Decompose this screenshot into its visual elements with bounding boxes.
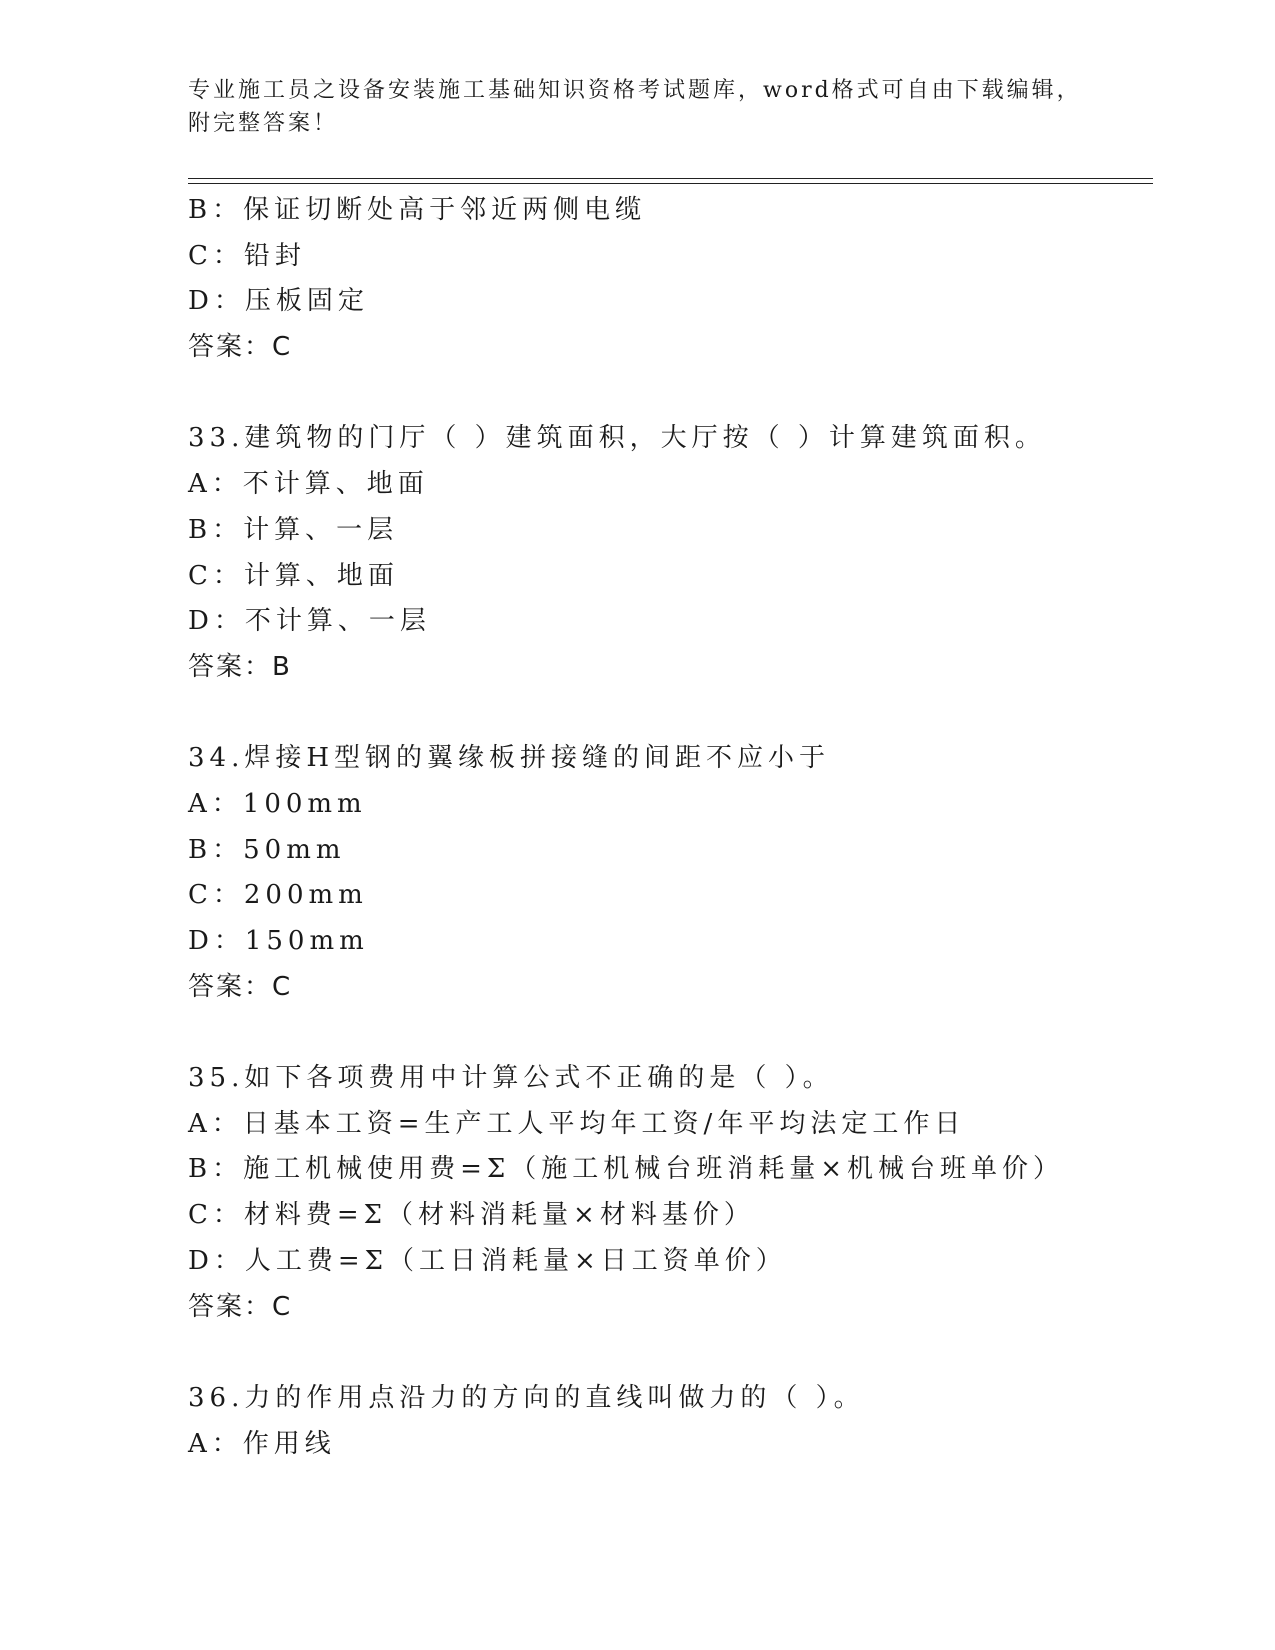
answer-line: 答案：C	[188, 332, 293, 363]
option-a: A：不计算、地面	[188, 469, 429, 500]
option-d: D：人工费=Σ（工日消耗量×日工资单价）	[188, 1245, 787, 1276]
header-line-2: 附完整答案！	[188, 111, 339, 136]
option-a: A：100mm	[188, 788, 367, 819]
option-d: D：压板固定	[188, 286, 369, 317]
option-d: D：不计算、一层	[188, 606, 431, 637]
spacer	[188, 691, 1148, 737]
option-b: B：保证切断处高于邻近两侧电缆	[188, 195, 647, 225]
question-list	[188, 188, 1148, 1467]
option-a: A：作用线	[188, 1428, 336, 1459]
question-36: 36.力的作用点沿力的方向的直线叫做力的（ ）。	[188, 1382, 865, 1413]
answer-line: 答案：B	[188, 651, 292, 682]
option-c: C：铅封	[188, 240, 306, 271]
question-33: 33.建筑物的门厅（ ）建筑面积，大厅按（ ）计算建筑面积。	[188, 423, 1046, 454]
option-d: D：150mm	[188, 926, 369, 956]
answer-line: 答案：C	[188, 971, 293, 1002]
spacer	[188, 371, 1148, 417]
spacer	[188, 1330, 1148, 1376]
document-header	[188, 74, 1088, 140]
spacer	[188, 1010, 1148, 1056]
question-35: 35.如下各项费用中计算公式不正确的是（ ）。	[188, 1063, 834, 1094]
option-b: B：50mm	[188, 834, 346, 865]
option-b: B：施工机械使用费=Σ（施工机械台班消耗量×机械台班单价）	[188, 1154, 1065, 1185]
header-line-1: 专业施工员之设备安装施工基础知识资格考试题库，word格式可自由下载编辑，	[188, 78, 1082, 103]
header-divider-bottom	[188, 183, 1153, 184]
question-34: 34.焊接H型钢的翼缘板拼接缝的间距不应小于	[188, 743, 831, 774]
header-divider-top	[188, 178, 1153, 179]
option-b: B：计算、一层	[188, 514, 399, 545]
option-a: A：日基本工资=生产工人平均年工资/年平均法定工作日	[188, 1108, 966, 1139]
option-c: C：材料费=Σ（材料消耗量×材料基价）	[188, 1200, 755, 1231]
answer-line: 答案：C	[188, 1291, 293, 1322]
option-c: C：200mm	[188, 880, 368, 911]
option-c: C：计算、地面	[188, 560, 399, 591]
